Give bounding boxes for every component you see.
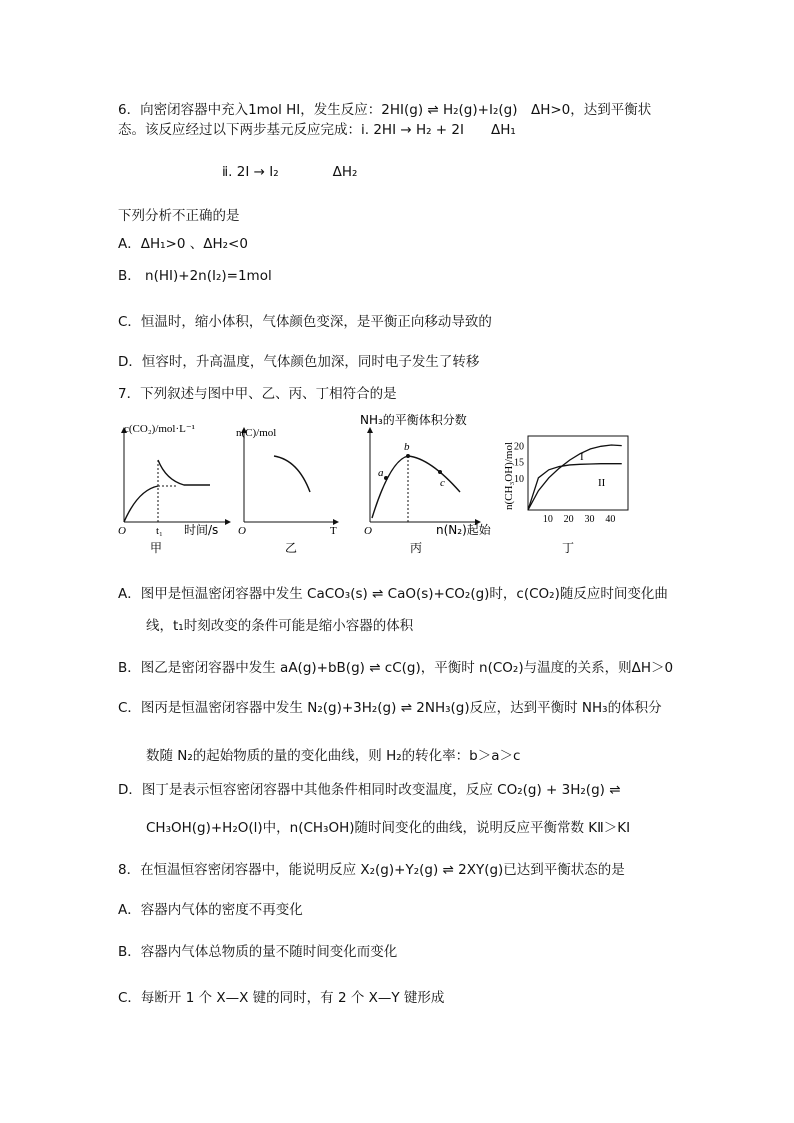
- ding-xtick-label: 40: [605, 514, 616, 525]
- bing-caption: 丙: [410, 541, 423, 555]
- bing-point-a: [384, 476, 388, 480]
- figure-yi: [236, 427, 338, 555]
- ding-ylabel: n(CH₃OH)/mol: [503, 442, 515, 510]
- q6-option-b: B． n(HI)+2n(I₂)=1mol: [118, 268, 272, 284]
- q7-option-c-line2: 数随 N₂的起始物质的量的变化曲线，则 H₂的转化率：b＞a＞c: [146, 748, 521, 764]
- ding-xtick-label: 30: [584, 514, 595, 525]
- jia-t1-label: t₁: [156, 525, 163, 537]
- q6-option-d: D．恒容时，升高温度，气体颜色加深，同时电子发生了转移: [118, 354, 480, 370]
- q7-option-a-line1: A．图甲是恒温密闭容器中发生 CaCO₃(s) ⇌ CaO(s)+CO₂(g)时，c(CO₂)随反应时间变化曲: [118, 586, 668, 602]
- ding-frame: [528, 436, 628, 510]
- ding-caption: 丁: [562, 541, 575, 555]
- bing-ylabel: NH₃的平衡体积分数: [360, 413, 467, 427]
- ding-ytick-label: 10: [514, 473, 524, 485]
- q7-option-d-line1: D．图丁是表示恒容密闭容器中其他条件相同时改变温度，反应 CO₂(g) + 3H₂(g) ⇌: [118, 782, 621, 798]
- yi-caption: 乙: [285, 541, 298, 555]
- yi-xlabel: T: [330, 525, 337, 537]
- jia-origin: O: [118, 525, 126, 537]
- q7-option-b: B．图乙是密闭容器中发生 aA(g)+bB(g) ⇌ cC(g)，平衡时 n(CO₂)与温度的关系，则ΔH＞0: [118, 660, 674, 676]
- yi-curve: [274, 456, 310, 492]
- q8-stem: 8．在恒温恒容密闭容器中，能说明反应 X₂(g)+Y₂(g) ⇌ 2XY(g)已达到平衡状态的是: [118, 862, 625, 878]
- ding-xtick-label: 10: [542, 514, 553, 525]
- q6-prompt: 下列分析不正确的是: [118, 208, 240, 224]
- ding-series-1-line: [528, 445, 622, 510]
- q7-option-d-line2: CH₃OH(g)+H₂O(l)中，n(CH₃OH)随时间变化的曲线，说明反应平衡常数 KⅡ＞KⅠ: [146, 820, 631, 836]
- q6-step2: ⅱ. 2I → I₂ ΔH₂: [222, 164, 358, 180]
- bing-label-b: b: [404, 441, 410, 453]
- figure-bing: [360, 412, 492, 555]
- jia-caption: 甲: [150, 541, 163, 555]
- q7-option-a-line2: 线，t₁时刻改变的条件可能是缩小容器的体积: [146, 618, 414, 634]
- bing-label-a: a: [378, 467, 384, 479]
- ding-curve2-label: II: [598, 477, 606, 489]
- q8-option-c: C．每断开 1 个 X—X 键的同时，有 2 个 X—Y 键形成: [118, 990, 445, 1006]
- figure-jia: [118, 423, 230, 555]
- q6-stem-line2: 态。该反应经过以下两步基元反应完成：ⅰ. 2HI → H₂ + 2I ΔH₁: [118, 122, 516, 138]
- jia-curve-rise: [124, 486, 158, 522]
- jia-ylabel: c(CO₂)/mol·L⁻¹: [124, 423, 195, 435]
- ding-xtick-label: 20: [563, 514, 574, 525]
- bing-origin: O: [364, 525, 372, 537]
- ding-curve1-label: I: [580, 451, 584, 463]
- bing-point-c: [438, 470, 442, 474]
- figure-ding: [503, 436, 628, 555]
- ding-ytick-label: 20: [514, 441, 524, 453]
- q7-figures: [110, 410, 710, 560]
- bing-xlabel: n(N₂)起始: [436, 523, 491, 537]
- q6-option-c: C．恒温时，缩小体积，气体颜色变深，是平衡正向移动导致的: [118, 314, 492, 330]
- yi-origin: O: [238, 525, 246, 537]
- yi-ylabel: n(C)/mol: [236, 427, 277, 439]
- bing-label-c: c: [440, 477, 445, 489]
- q7-figure-row: [110, 410, 710, 560]
- bing-curve: [372, 456, 460, 518]
- q6-stem-line1: 6．向密闭容器中充入1mol HI，发生反应：2HI(g) ⇌ H₂(g)+I₂(g) ΔH>0，达到平衡状: [118, 102, 652, 118]
- q7-stem: 7．下列叙述与图中甲、乙、丙、丁相符合的是: [118, 386, 397, 402]
- q6-option-a: A．ΔH₁>0 、ΔH₂<0: [118, 236, 248, 252]
- jia-xlabel: 时间/s: [184, 523, 219, 537]
- bing-point-b: [406, 454, 410, 458]
- q7-option-c-line1: C．图丙是恒温密闭容器中发生 N₂(g)+3H₂(g) ⇌ 2NH₃(g)反应，达到平衡时 NH₃的体积分: [118, 700, 662, 716]
- jia-curve-fall: [158, 460, 210, 485]
- ding-ytick-label: 15: [514, 457, 524, 469]
- q8-option-b: B．容器内气体总物质的量不随时间变化而变化: [118, 944, 398, 960]
- q8-option-a: A．容器内气体的密度不再变化: [118, 902, 303, 918]
